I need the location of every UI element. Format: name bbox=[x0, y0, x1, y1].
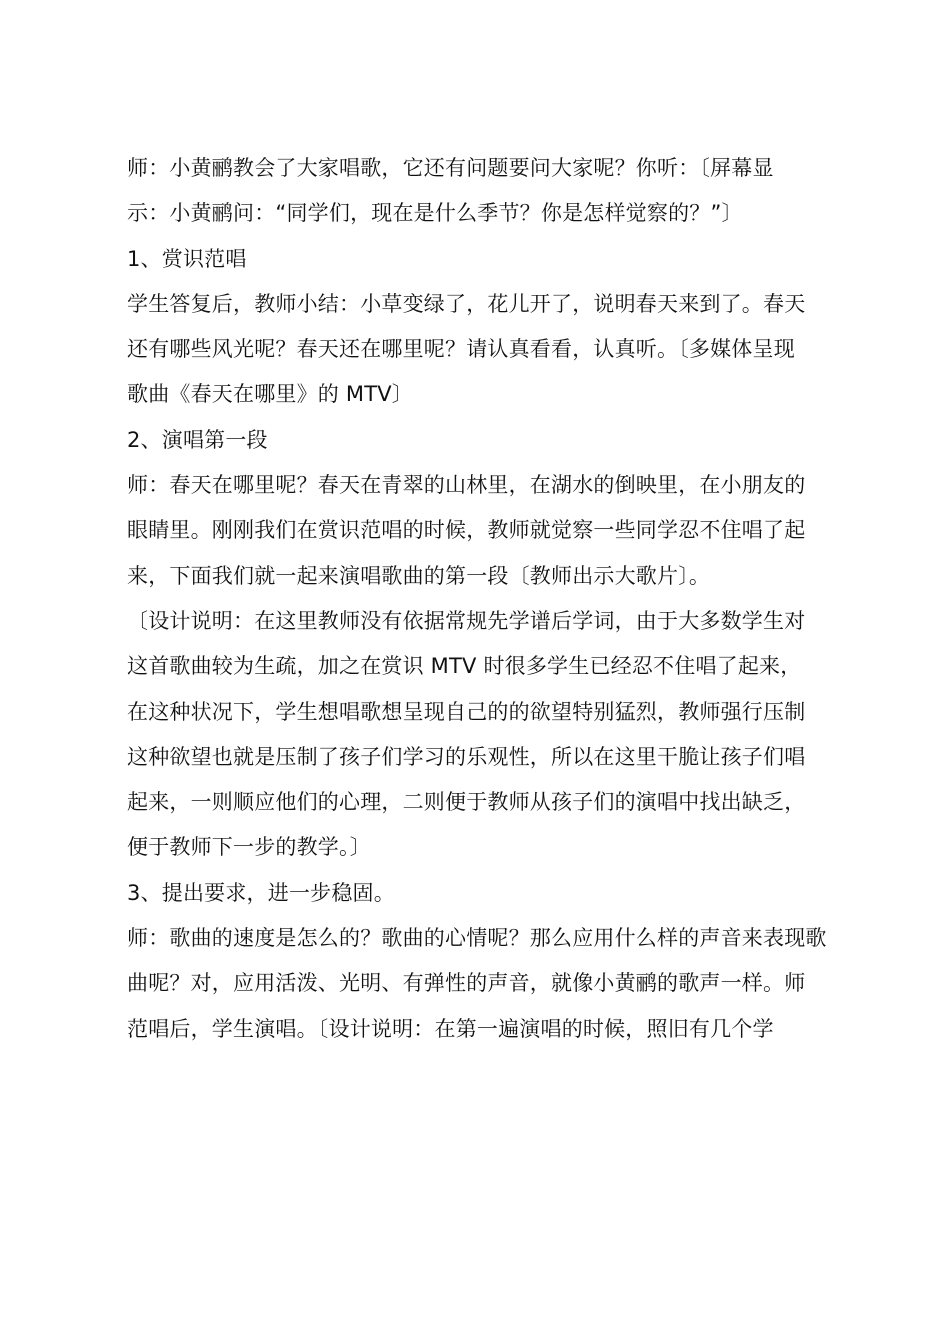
section-heading: 2、演唱第一段 bbox=[127, 427, 268, 452]
text-line: 师：歌曲的速度是怎么的？歌曲的心情呢？那么应用什么样的声音来表现歌 bbox=[127, 926, 827, 951]
text-line: 起来，一则顺应他们的心理，二则便于教师从孩子们的演唱中找出缺乏， bbox=[127, 790, 806, 815]
section-heading: 3、提出要求，进一步稳固。 bbox=[127, 880, 395, 905]
text-line: 示：小黄鹂问：“同学们，现在是什么季节？你是怎样觉察的？”〕 bbox=[127, 201, 743, 226]
text-line: 学生答复后，教师小结：小草变绿了，花儿开了，说明春天来到了。春天 bbox=[127, 291, 806, 316]
text-line: 师：小黄鹂教会了大家唱歌，它还有问题要问大家呢？你听：〔屏幕显 bbox=[127, 156, 774, 180]
section-heading: 1、赏识范唱 bbox=[127, 246, 247, 271]
text-line: 这种欲望也就是压制了孩子们学习的乐观性，所以在这里干脆让孩子们唱 bbox=[127, 744, 806, 769]
text-line: 来，下面我们就一起来演唱歌曲的第一段〔教师出示大歌片〕。 bbox=[127, 563, 711, 588]
text-line: 歌曲《春天在哪里》的 MTV〕 bbox=[127, 382, 413, 407]
text-line: 眼睛里。刚刚我们在赏识范唱的时候，教师就觉察一些同学忍不住唱了起 bbox=[127, 518, 806, 543]
text-line: 范唱后，学生演唱。〔设计说明：在第一遍演唱的时候，照旧有几个学 bbox=[127, 1016, 774, 1041]
text-line: 在这种状况下，学生想唱歌想呈现自己的的欲望特别猛烈，教师强行压制 bbox=[127, 699, 806, 724]
text-line: 〔设计说明：在这里教师没有依据常规先学谱后学词，由于大多数学生对 bbox=[127, 608, 806, 633]
text-line: 师：春天在哪里呢？春天在青翠的山林里，在湖水的倒映里，在小朋友的 bbox=[127, 473, 806, 498]
document-body bbox=[127, 146, 847, 1052]
text-line: 曲呢？对，应用活泼、光明、有弹性的声音，就像小黄鹂的歌声一样。师 bbox=[127, 971, 806, 996]
text-line: 这首歌曲较为生疏，加之在赏识 MTV 时很多学生已经忍不住唱了起来， bbox=[127, 654, 802, 679]
text-line: 还有哪些风光呢？春天还在哪里呢？请认真看看，认真听。〔多媒体呈现 bbox=[127, 337, 795, 362]
text-line: 便于教师下一步的教学。〕 bbox=[127, 835, 371, 860]
